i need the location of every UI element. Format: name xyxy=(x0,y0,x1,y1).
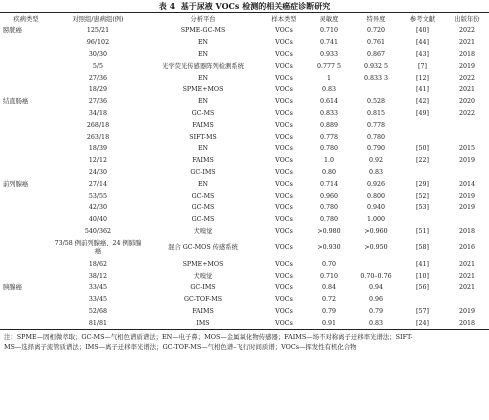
table-cell: VOCs xyxy=(275,319,293,327)
table-cell: >0.930 xyxy=(317,243,341,251)
table-row xyxy=(0,214,489,226)
table-cell: 24/30 xyxy=(88,168,108,176)
table-cell: [41] xyxy=(416,260,429,268)
table-cell: GC-TOF-MS xyxy=(183,296,223,304)
table-cell xyxy=(352,258,400,270)
table-cell: VOCs xyxy=(275,192,293,200)
table-cell: [40] xyxy=(416,27,429,35)
table-cell: [52] xyxy=(416,192,429,200)
table-cell xyxy=(400,167,445,179)
note-line: MS—选择离子流管质谱法；IMS—离子迁移率光谱法；GC-TOF-MS—气相色谱–飞行时间质谱；VOCs—挥发性有机化合物 xyxy=(4,343,357,352)
table-row xyxy=(0,119,489,131)
table-cell xyxy=(352,84,400,96)
table-cell: 0.714 xyxy=(319,180,339,188)
table-cell: [10] xyxy=(416,272,429,280)
table-cell: 2022 xyxy=(458,109,476,117)
column-header: 分析平台 xyxy=(190,15,216,23)
table-cell: 0.933 xyxy=(319,50,339,58)
table-row xyxy=(0,84,489,96)
table-cell: EN xyxy=(197,98,209,106)
table-row xyxy=(0,108,489,120)
table-cell xyxy=(400,214,445,226)
table-cell: 0.79 xyxy=(321,307,337,315)
table-cell: 0.780 xyxy=(319,145,339,153)
table-cell: EN xyxy=(197,145,209,153)
table-cell: [56] xyxy=(416,284,429,292)
table-cell: VOCs xyxy=(275,243,293,251)
table-cell: 33/45 xyxy=(88,296,108,304)
table-cell: [58] xyxy=(416,243,429,251)
table-cell: VOCs xyxy=(275,260,293,268)
table-cell: 33/45 xyxy=(88,284,108,292)
disease-cell xyxy=(0,226,52,238)
disease-cell xyxy=(0,49,52,61)
table-cell: 0.940 xyxy=(366,204,386,212)
disease-cell xyxy=(0,306,52,318)
table-row xyxy=(0,190,489,202)
table-cell: [44] xyxy=(416,39,429,47)
column-header: 对照组/患病组(例) xyxy=(72,15,124,23)
disease-cell xyxy=(0,237,52,258)
table-cell: VOCs xyxy=(275,133,293,141)
table-cell: 0.70–0.76 xyxy=(360,272,392,280)
table-cell: 2021 xyxy=(458,86,476,94)
table-cell: 0.84 xyxy=(321,284,337,292)
table-cell: 2018 xyxy=(458,50,476,58)
table-cell: 0.83 xyxy=(368,319,384,327)
table-cell: VOCs xyxy=(275,307,293,315)
table-cell xyxy=(445,214,489,226)
table-cell: 0.790 xyxy=(366,145,386,153)
table-cell: 540/362 xyxy=(84,227,112,235)
table-cell: 12/12 xyxy=(88,157,108,165)
table-cell: [24] xyxy=(416,319,429,327)
table-cell: 0.815 xyxy=(366,109,386,117)
table-cell: 2019 xyxy=(458,204,476,212)
table-cell: IMS xyxy=(196,319,210,327)
table-cell: 2018 xyxy=(458,319,476,327)
table-cell: 1.000 xyxy=(366,216,386,224)
table-cell: 2022 xyxy=(458,27,476,35)
table-cell: 96/102 xyxy=(86,39,110,47)
table-cell: 犬嗅觉 xyxy=(193,227,213,235)
table-row xyxy=(0,131,489,143)
table-cell xyxy=(400,294,445,306)
table-row xyxy=(0,294,489,306)
table-cell: [41] xyxy=(416,86,429,94)
table-row xyxy=(0,237,489,258)
table-cell: 0.833 xyxy=(319,109,339,117)
table-row xyxy=(0,49,489,61)
column-header: 特异度 xyxy=(366,15,386,23)
table-cell: 1 xyxy=(326,74,331,82)
table-cell: VOCs xyxy=(275,227,293,235)
table-cell: 2015 xyxy=(458,145,476,153)
table-cell: VOCs xyxy=(275,27,293,35)
table-cell: 81/81 xyxy=(88,319,108,327)
table-cell: 0.960 xyxy=(319,192,339,200)
table-cell: VOCs xyxy=(275,296,293,304)
disease-cell xyxy=(0,131,52,143)
table-cell: 18/29 xyxy=(88,86,108,94)
table-cell: [42] xyxy=(416,98,429,106)
table-cell: SPME+MOS xyxy=(182,260,224,268)
disease-cell xyxy=(0,119,52,131)
table-cell: 2016 xyxy=(458,243,476,251)
column-header: 参考文献 xyxy=(409,15,436,23)
table-cell: 0.867 xyxy=(366,50,386,58)
disease-cell xyxy=(0,190,52,202)
table-row xyxy=(0,306,489,318)
table-cell: 125/21 xyxy=(86,27,110,35)
table-cell: [7] xyxy=(418,62,427,70)
table-cell: [43] xyxy=(416,50,429,58)
table-cell: 2020 xyxy=(458,98,476,106)
table-cell: 0.96 xyxy=(368,296,384,304)
disease-cell xyxy=(0,37,52,49)
table-cell: 0.926 xyxy=(366,180,386,188)
table-cell: VOCs xyxy=(275,74,293,82)
column-header: 出版年份 xyxy=(454,15,480,23)
note-line: 注：SPME—固相微萃取；GC-MS—气相色谱质谱法；EN—电子鼻；MOS—金属氧化物传感器；FAIMS—场不对称离子迁移率光谱法；SIFT- xyxy=(4,333,413,342)
table-cell: 0.889 xyxy=(319,121,339,129)
table-cell: 0.778 xyxy=(319,133,339,141)
table-body xyxy=(0,25,489,329)
table-cell: 2019 xyxy=(458,62,476,70)
table-cell: VOCs xyxy=(275,98,293,106)
table-cell: VOCs xyxy=(275,180,293,188)
table-cell: 27/36 xyxy=(88,98,108,106)
table-cell: 2019 xyxy=(458,157,476,165)
disease-cell xyxy=(0,155,52,167)
column-header: 灵敏度 xyxy=(319,15,339,23)
table-cell: 0.92 xyxy=(368,157,384,165)
table-cell xyxy=(445,294,489,306)
table-cell: 18/62 xyxy=(88,260,108,268)
disease-cell xyxy=(0,84,52,96)
table-cell: 0.833 3 xyxy=(363,74,389,82)
table-cell: [50] xyxy=(416,145,429,153)
table-cell: 27/36 xyxy=(88,74,108,82)
table-row xyxy=(0,167,489,179)
table-cell: VOCs xyxy=(275,272,293,280)
table-cell: 0.91 xyxy=(321,319,337,327)
table-cell: 光学荧光传感器阵列检测系统 xyxy=(162,62,244,70)
table-cell: VOCs xyxy=(275,216,293,224)
table-cell: GC-IMS xyxy=(190,168,216,176)
table-cell: 2018 xyxy=(458,227,476,235)
table-cell: SIFT-MS xyxy=(189,133,217,141)
table-cell: 2014 xyxy=(458,180,476,188)
table-cell: 1.0 xyxy=(323,157,334,165)
table-cell: 0.83 xyxy=(321,86,337,94)
table-cell: VOCs xyxy=(275,109,293,117)
table-cell: VOCs xyxy=(275,204,293,212)
table-notes xyxy=(0,330,489,352)
table-cell: >0.980 xyxy=(317,227,341,235)
disease-cell xyxy=(0,317,52,329)
table-row xyxy=(0,258,489,270)
table-cell: 0.780 xyxy=(319,216,339,224)
table-cell: VOCs xyxy=(275,39,293,47)
table-cell: SPME+MOS xyxy=(182,86,224,94)
table-cell: FAIMS xyxy=(192,121,214,129)
disease-cell xyxy=(0,202,52,214)
table-cell: SPME-GC-MS xyxy=(180,27,226,35)
disease-cell: 结直肠癌 xyxy=(3,98,29,106)
table-cell: GC-MS xyxy=(191,109,215,117)
table-cell: 53/55 xyxy=(88,192,108,200)
table-cell: GC-MS xyxy=(191,216,215,224)
table-cell: 73/58 例前列腺癌、24 例肺腺癌 xyxy=(54,239,142,255)
table-cell: GC-IMS xyxy=(190,284,216,292)
table-cell: 5/5 xyxy=(92,62,104,70)
table-row xyxy=(0,25,489,37)
table-cell: 0.528 xyxy=(366,98,386,106)
table-cell: >0.950 xyxy=(364,243,388,251)
table-cell: VOCs xyxy=(275,50,293,58)
table-row xyxy=(0,282,489,294)
disease-cell xyxy=(0,167,52,179)
table-cell: 0.741 xyxy=(319,39,339,47)
table-cell xyxy=(400,131,445,143)
table-cell: EN xyxy=(197,50,209,58)
table-cell xyxy=(445,167,489,179)
table-cell: 18/39 xyxy=(88,145,108,153)
table-cell: [12] xyxy=(416,74,429,82)
table-row xyxy=(0,226,489,238)
column-header: 疾病类型 xyxy=(13,15,39,23)
table-cell: 0.94 xyxy=(368,284,384,292)
table-cell: 0.932 5 xyxy=(363,62,389,70)
table-cell: [53] xyxy=(416,204,429,212)
table-cell: VOCs xyxy=(275,284,293,292)
table-cell: 0.778 xyxy=(366,121,386,129)
table-cell: [51] xyxy=(416,227,429,235)
disease-cell: 胰腺癌 xyxy=(3,284,22,292)
disease-cell xyxy=(0,214,52,226)
table-header-row xyxy=(0,13,489,25)
table-cell: 263/18 xyxy=(86,133,110,141)
disease-cell xyxy=(0,72,52,84)
table-cell: 40/40 xyxy=(88,216,108,224)
disease-cell xyxy=(0,294,52,306)
data-table xyxy=(0,13,489,329)
table-cell: 2019 xyxy=(458,307,476,315)
table-cell: VOCs xyxy=(275,145,293,153)
disease-cell xyxy=(0,60,52,72)
table-label: 表 4 xyxy=(158,1,176,11)
table-cell: 2021 xyxy=(458,272,476,280)
table-cell: 0.710 xyxy=(319,272,339,280)
table-row xyxy=(0,155,489,167)
disease-cell: 前列腺癌 xyxy=(3,180,29,188)
table-cell: 30/30 xyxy=(88,50,108,58)
table-row xyxy=(0,202,489,214)
table-cell: [29] xyxy=(416,180,429,188)
table-cell: 52/68 xyxy=(88,307,108,315)
table-cell: 2021 xyxy=(458,284,476,292)
table-cell: VOCs xyxy=(275,86,293,94)
table-cell: 0.720 xyxy=(366,27,386,35)
table-cell: 27/14 xyxy=(88,180,108,188)
table-cell: EN xyxy=(197,180,209,188)
table-cell: VOCs xyxy=(275,168,293,176)
table-cell: 268/18 xyxy=(86,121,110,129)
table-cell: 0.780 xyxy=(366,133,386,141)
table-cell xyxy=(445,131,489,143)
table-cell: 0.83 xyxy=(368,168,384,176)
table-cell: 38/12 xyxy=(88,272,108,280)
table-cell: 犬嗅觉 xyxy=(193,272,213,280)
table-cell: 0.780 xyxy=(319,204,339,212)
table-cell: 2022 xyxy=(458,74,476,82)
table-cell: [22] xyxy=(416,157,429,165)
table-cell: 0.79 xyxy=(368,307,384,315)
table-cell: 0.614 xyxy=(319,98,339,106)
table-cell: FAIMS xyxy=(192,307,214,315)
table-cell: 0.777 5 xyxy=(316,62,342,70)
table-title: 基于尿液 VOCs 检测的相关癌症诊断研究 xyxy=(180,1,331,11)
table-cell: VOCs xyxy=(275,157,293,165)
table-cell: FAIMS xyxy=(192,157,214,165)
table-cell: VOCs xyxy=(275,62,293,70)
table-row xyxy=(0,270,489,282)
table-cell: 0.80 xyxy=(321,168,337,176)
table-cell: EN xyxy=(197,74,209,82)
table-cell: 2021 xyxy=(458,260,476,268)
disease-cell xyxy=(0,143,52,155)
table-row xyxy=(0,96,489,108)
column-header: 样本类型 xyxy=(271,15,297,23)
table-cell xyxy=(445,119,489,131)
table-cell: GC-MS xyxy=(191,204,215,212)
table-caption xyxy=(0,0,489,12)
table-cell: 2019 xyxy=(458,192,476,200)
table-row xyxy=(0,317,489,329)
table-cell: EN xyxy=(197,39,209,47)
table-cell xyxy=(400,119,445,131)
disease-cell xyxy=(0,258,52,270)
table-cell: 0.72 xyxy=(321,296,337,304)
table-row xyxy=(0,72,489,84)
table-row xyxy=(0,178,489,190)
table-row xyxy=(0,37,489,49)
table-cell: 42/30 xyxy=(88,204,108,212)
disease-cell xyxy=(0,108,52,120)
table-cell: >0.960 xyxy=(364,227,388,235)
table-row xyxy=(0,143,489,155)
table-cell: [57] xyxy=(416,307,429,315)
table-cell: VOCs xyxy=(275,121,293,129)
table-cell: GC-MS xyxy=(191,192,215,200)
table-cell: 34/18 xyxy=(88,109,108,117)
table-cell: 0.761 xyxy=(366,39,386,47)
table-cell: 混合 GC-MOS 传感系统 xyxy=(168,243,238,251)
table-cell: 0.710 xyxy=(319,27,339,35)
table-cell: 0.800 xyxy=(366,192,386,200)
table-cell: 0.70 xyxy=(321,260,337,268)
table-cell: 2021 xyxy=(458,39,476,47)
table-cell: [49] xyxy=(416,109,429,117)
table-row xyxy=(0,60,489,72)
disease-cell xyxy=(0,270,52,282)
disease-cell: 膀胱癌 xyxy=(3,27,22,35)
